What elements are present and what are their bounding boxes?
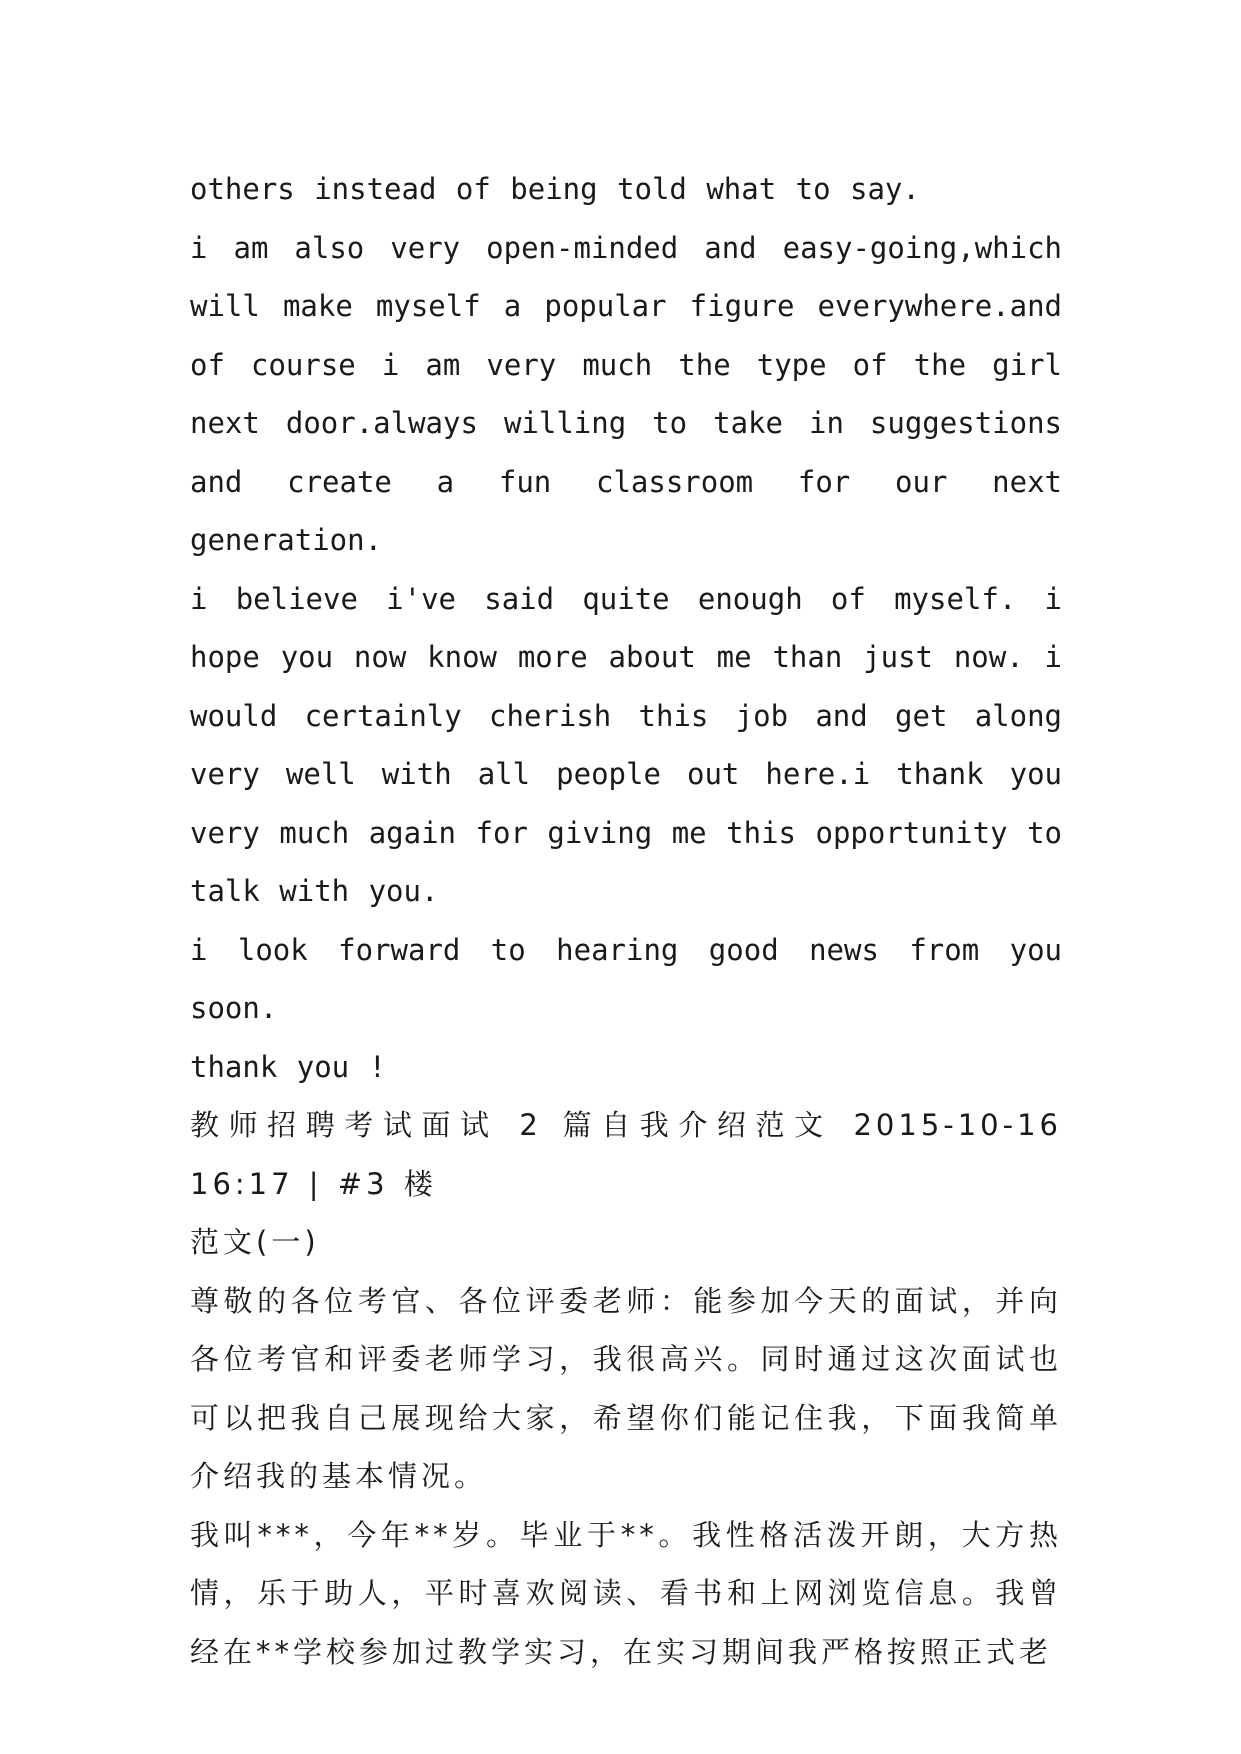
paragraph-greeting: 尊敬的各位考官、各位评委老师：能参加今天的面试，并向各位考官和评委老师学习，我很高兴。同时通过这次面试也可以把我自己展现给大家，希望你们能记住我，下面我简单介绍我的基本情况。 bbox=[190, 1283, 1062, 1493]
sample-title: 范文(一) bbox=[190, 1225, 320, 1259]
post-heading: 教师招聘考试面试 2 篇自我介绍范文 2015-10-16 16:17 | #3 楼 bbox=[190, 1108, 1062, 1201]
paragraph-look-forward: i look forward to hearing good news from you soon. bbox=[190, 932, 1062, 1025]
paragraph-thank-you: thank you ! bbox=[190, 1049, 387, 1084]
paragraph-continuation: others instead of being told what to say. bbox=[190, 172, 920, 206]
paragraph-closing: i believe i've said quite enough of myself. i hope you now know more about me than just now. i would certainly cherish this job and get along very well with all people out here.i thank you very much again for giving me this opportunity to talk with you. bbox=[190, 581, 1062, 908]
document-body bbox=[190, 160, 1062, 1681]
paragraph-self-intro: 我叫***，今年**岁。毕业于**。我性格活泼开朗，大方热情，乐于助人，平时喜欢阅读、看书和上网浏览信息。我曾经在**学校参加过教学实习，在实习期间我严格按照正式老 bbox=[190, 1517, 1062, 1669]
paragraph-personality: i am also very open-minded and easy-going,which will make myself a popular figure everywhere.and of course i am very much the type of the girl next door.always willing to take in suggestions and create a fun classroom for our next generation. bbox=[190, 230, 1062, 557]
